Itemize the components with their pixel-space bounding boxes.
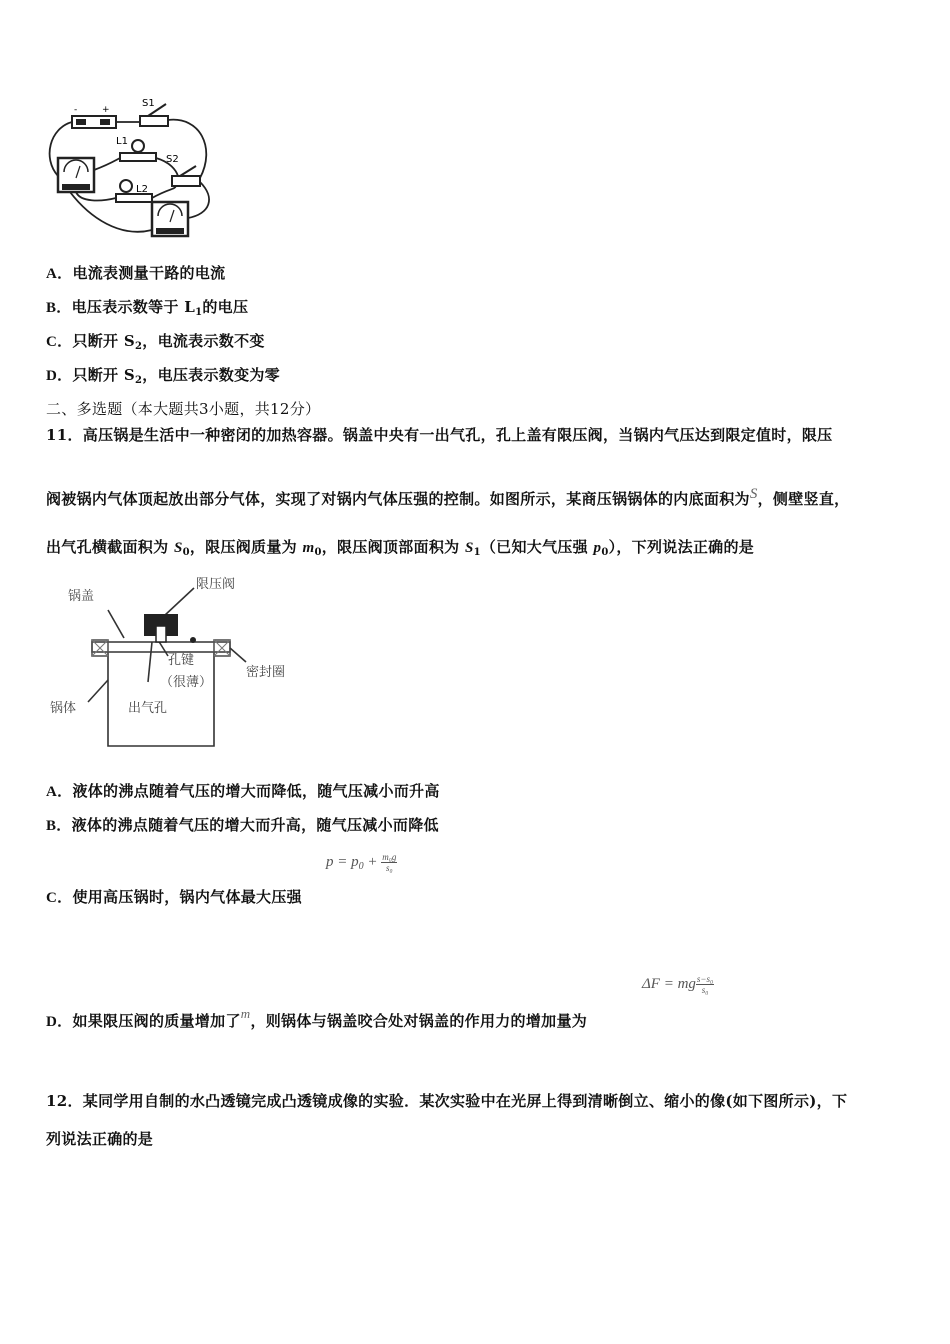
mass-symbol: m	[240, 1006, 251, 1021]
label-neck-note: （很薄）	[160, 675, 213, 690]
switch-s2-label: S2	[166, 154, 179, 165]
q10-option-a	[46, 262, 225, 283]
option-label: A．	[46, 784, 73, 800]
q12-stem-line1: 12．某同学用自制的水凸透镜完成凸透镜成像的实验．某次实验中在光屏上得到清晰倒立、缩小的像(如下图所示)，下	[46, 1092, 848, 1110]
option-label: C．	[46, 890, 73, 906]
option-label: B．	[46, 300, 72, 316]
option-subscript: 2	[135, 341, 143, 352]
option-text-pre: 只断开 S	[72, 366, 135, 384]
battery-plus-label: +	[102, 105, 110, 115]
formula-fraction	[381, 852, 397, 873]
subscript: 1	[473, 547, 481, 558]
switch-s1-label: S1	[142, 98, 155, 109]
label-body: 锅体	[50, 701, 77, 716]
option-text-pre: 只断开 S	[72, 332, 135, 350]
q10-option-c	[46, 330, 265, 352]
stem-text: ，限压阀质量为	[189, 538, 303, 556]
fraction-denominator: s₀	[386, 863, 393, 873]
stem-text: 出气孔横截面积为	[46, 538, 174, 556]
symbol: p	[593, 540, 602, 556]
pressure-cooker-figure	[48, 570, 308, 750]
q11-option-d	[46, 1006, 587, 1031]
option-text-post: 的电压	[202, 298, 249, 316]
subscript: 0	[182, 547, 190, 558]
label-neck: 孔键	[168, 653, 195, 668]
option-text: 电流表测量干路的电流	[72, 264, 226, 282]
q11-option-b	[46, 814, 439, 835]
area-symbol: S	[749, 486, 758, 502]
lamp-l1	[120, 153, 156, 161]
subscript: 0	[601, 547, 609, 558]
fraction-numerator: s−s₀	[696, 974, 714, 984]
lamp-l2-label: L2	[136, 184, 148, 195]
option-label: D．	[46, 1014, 73, 1030]
stem-text: 阀被锅内气体顶起放出部分气体，实现了对锅内气体压强的控制。如图所示，某商压锅锅体的内底面积为	[46, 490, 750, 508]
option-text-post: ，电流表示数不变	[142, 332, 265, 350]
option-text-post: ，电压表示数变为零	[142, 366, 280, 384]
symbol: S	[173, 540, 183, 556]
fraction-numerator: m₀g	[382, 852, 397, 862]
formula-lhs: ΔF = mg	[642, 975, 696, 992]
stem-text: ，限压阀顶部面积为	[321, 538, 465, 556]
symbol: S	[464, 540, 474, 556]
q10-option-b	[46, 296, 248, 318]
option-label: D．	[46, 368, 73, 384]
stem-text: ），下列说法正确的是	[608, 538, 755, 556]
section-heading: 二、多选题（本大题共3小题，共12分）	[46, 400, 321, 418]
formula-c	[326, 852, 397, 873]
switch-s2	[172, 176, 200, 186]
label-lid: 锅盖	[68, 589, 95, 604]
voltmeter	[152, 202, 188, 236]
option-subscript: 2	[135, 375, 143, 386]
ammeter	[58, 158, 94, 192]
formula-lhs: p = p	[326, 853, 359, 870]
formula-fraction	[696, 974, 714, 995]
stem-text: （已知大气压强	[480, 538, 594, 556]
fraction-denominator: s₀	[701, 985, 709, 995]
q11-stem-line3	[46, 536, 754, 558]
option-label: A．	[46, 266, 73, 282]
option-text: 液体的沸点随着气压的增大而降低，随气压减小而升高	[72, 782, 440, 800]
q10-option-d	[46, 364, 280, 386]
option-text-pre: 电压表示数等于 L	[71, 298, 196, 316]
option-text: 液体的沸点随着气压的增大而升高，随气压减小而降低	[71, 816, 439, 834]
q11-stem-line1: 11．高压锅是生活中一种密闭的加热容器。锅盖中央有一出气孔，孔上盖有限压阀，当锅内气压达到限定值时，限压	[46, 426, 833, 444]
q12-stem-line2: 列说法正确的是	[46, 1130, 154, 1148]
label-vent: 出气孔	[128, 701, 168, 716]
formula-d	[642, 974, 714, 995]
formula-sub: 0	[358, 860, 364, 872]
option-text: 使用高压锅时，锅内气体最大压强	[72, 888, 302, 906]
option-text-pre: 如果限压阀的质量增加了	[72, 1012, 241, 1030]
option-text-post: ，则锅体与锅盖咬合处对锅盖的作用力的增加量为	[250, 1012, 588, 1030]
formula-plus: +	[363, 853, 382, 870]
label-seal: 密封圈	[246, 665, 286, 680]
q11-option-a	[46, 780, 440, 801]
symbol: m	[302, 540, 315, 556]
option-subscript: 1	[195, 307, 203, 318]
label-valve: 限压阀	[196, 577, 236, 592]
lamp-l1-label: L1	[116, 136, 128, 147]
lamp-l2	[116, 194, 152, 202]
switch-s1	[140, 116, 168, 126]
circuit-figure	[40, 98, 225, 243]
q11-option-c	[46, 886, 302, 907]
q11-stem-line2	[46, 486, 849, 509]
subscript: 0	[314, 547, 322, 558]
option-label: C．	[46, 334, 73, 350]
option-label: B．	[46, 818, 72, 834]
stem-text: ，侧壁竖直，	[757, 490, 850, 508]
battery-minus-label: -	[74, 105, 78, 115]
